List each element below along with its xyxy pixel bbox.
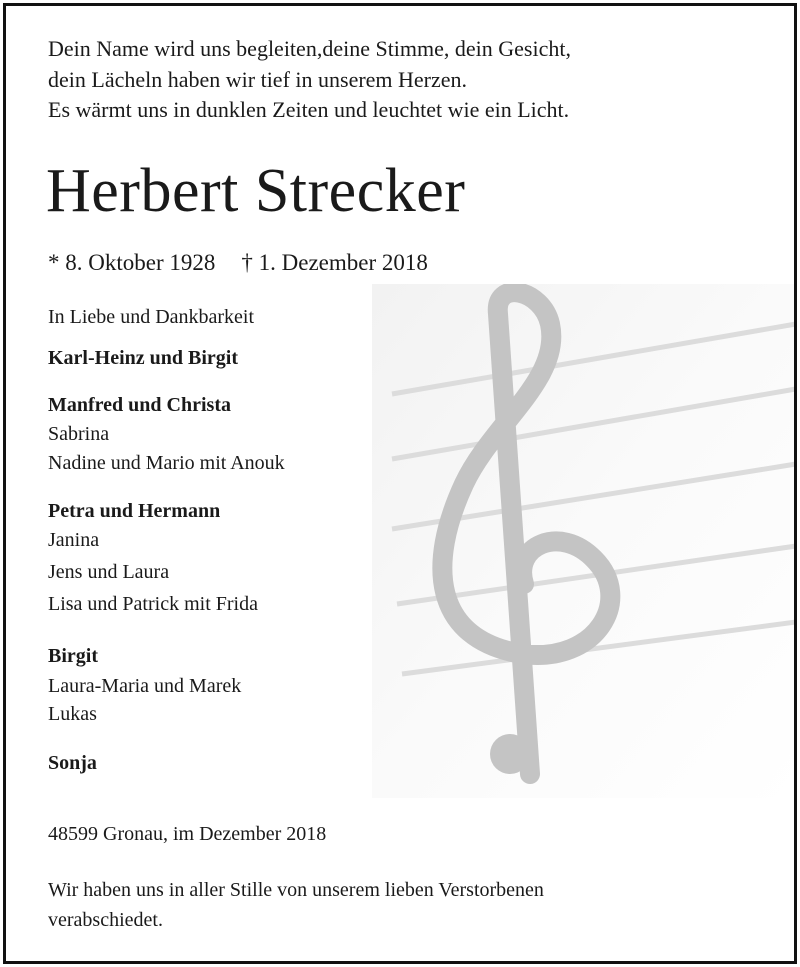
family-member: Laura-Maria und Marek (48, 675, 242, 697)
family-head: Manfred und Christa (48, 394, 231, 416)
obituary-notice (3, 3, 797, 964)
place-and-date: 48599 Gronau, im Dezember 2018 (48, 823, 327, 845)
family-member: Lukas (48, 703, 97, 725)
family-head: Karl-Heinz und Birgit (48, 347, 238, 369)
closing-line: Wir haben uns in aller Stille von unserem lieben Verstorbenen (48, 879, 544, 901)
deceased-name: Herbert Strecker (46, 157, 466, 225)
poem (48, 34, 571, 126)
poem-line: dein Lächeln haben wir tief in unserem Herzen. (48, 66, 468, 92)
family-head: Birgit (48, 645, 98, 667)
family-member: Sabrina (48, 423, 110, 445)
family-member: Nadine und Mario mit Anouk (48, 452, 285, 474)
life-dates (48, 248, 428, 278)
death-date: † 1. Dezember 2018 (241, 250, 428, 275)
intro-line: In Liebe und Dankbarkeit (48, 306, 255, 328)
family-member: Janina (48, 529, 100, 551)
family-member: Jens und Laura (48, 561, 170, 583)
family-head: Petra und Hermann (48, 500, 221, 522)
clef-tail-dot (490, 734, 530, 774)
poem-line: Es wärmt uns in dunklen Zeiten und leuchtet wie ein Licht. (48, 97, 570, 122)
birth-date: * 8. Oktober 1928 (48, 250, 216, 275)
family-member: Lisa und Patrick mit Frida (48, 593, 258, 615)
family-head: Sonja (48, 752, 97, 774)
poem-line: Dein Name wird uns begleiten,deine Stimme, dein Gesicht, (48, 36, 571, 61)
music-staff-illustration (372, 284, 796, 798)
closing-line: verabschiedet. (48, 909, 163, 931)
